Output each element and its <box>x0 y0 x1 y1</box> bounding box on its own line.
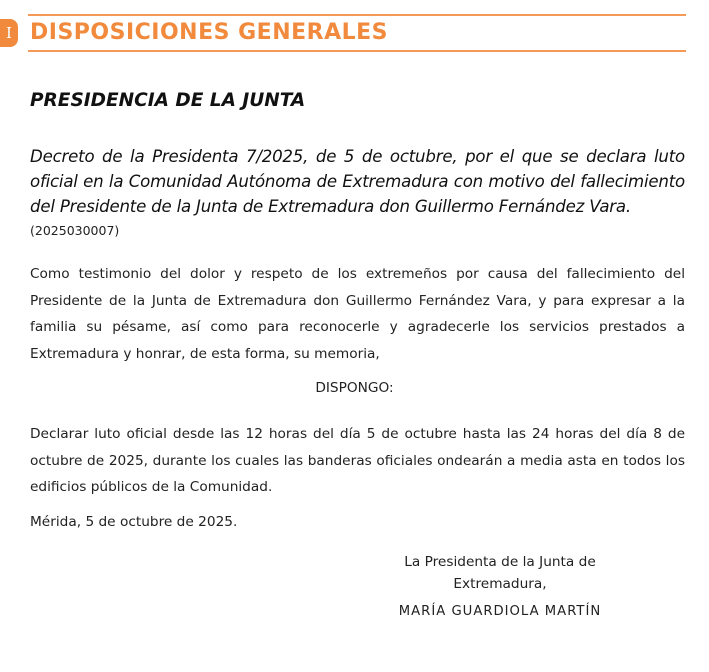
decree-title: Decreto de la Presidenta 7/2025, de 5 de octubre, por el que se declara luto oficial en la Comunidad Autónoma de Extremadura con motivo del fallecimiento del Presidente de la Junta de Extremadura don Guillermo Fernández Vara. <box>30 147 685 216</box>
dispongo-heading: DISPONGO: <box>315 380 394 396</box>
header-rule-top <box>28 14 686 16</box>
issuing-authority: PRESIDENCIA DE LA JUNTA <box>30 90 306 111</box>
section-title: DISPOSICIONES GENERALES <box>30 20 389 45</box>
article-paragraph: Declarar luto oficial desde las 12 horas del día 5 de octubre hasta las 24 horas del día 8 de octubre de 2025, durante los cuales las banderas oficiales ondearán a media asta en todos los edificios públicos de la Comunidad. <box>30 426 685 495</box>
section-number-badge: I <box>0 19 18 47</box>
decree-reference-code: (2025030007) <box>30 223 120 238</box>
place-and-date: Mérida, 5 de octubre de 2025. <box>30 514 238 530</box>
signer-role: La Presidenta de la Junta de Extremadura, <box>404 554 596 592</box>
section-header <box>0 10 709 60</box>
preamble-paragraph: Como testimonio del dolor y respeto de los extremeños por causa del fallecimiento del Presidente de la Junta de Extremadura don Guillermo Fernández Vara, y para expresar a la familia su pésame, así como para reconocerle y agradecerle los servicios prestados a Extremadura y honrar, de esta forma, su memoria, <box>30 266 685 362</box>
header-rule-bottom <box>28 50 686 52</box>
signer-name: MARÍA GUARDIOLA MARTÍN <box>398 604 602 619</box>
